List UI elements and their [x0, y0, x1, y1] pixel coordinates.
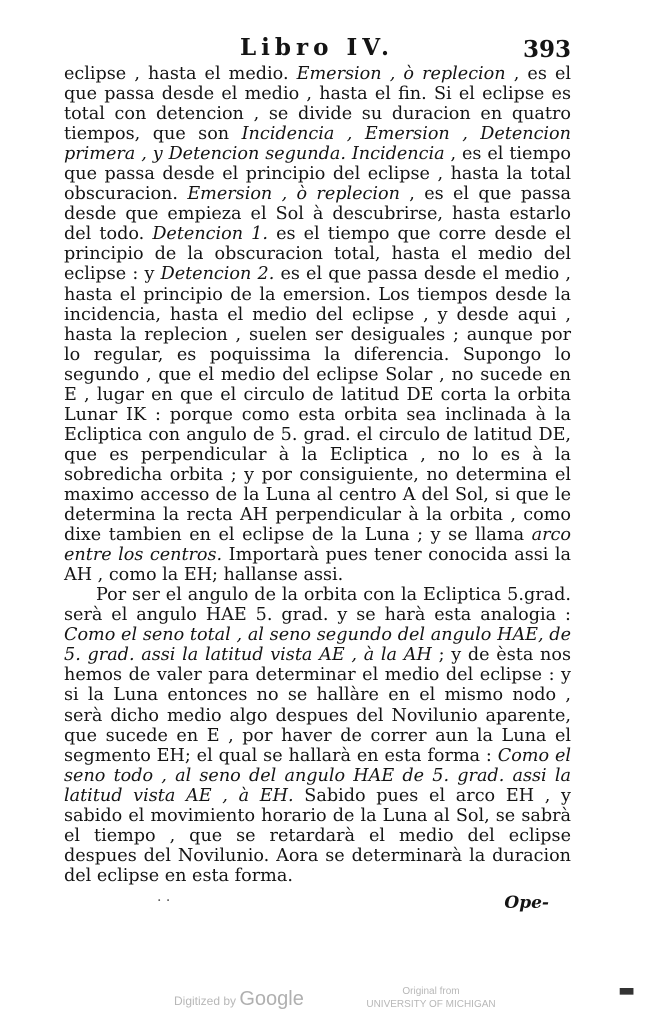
- term-phases: Incidencia , Emersion , Detencion primera , y Detencion segunda. Incidencia: [64, 124, 571, 165]
- page-header: [0, 34, 657, 68]
- analogy-2: Como el seno todo , al seno del angulo HAE de 5. grad. assi la latitud vista AE , à EH.: [64, 745, 572, 806]
- text-run: Por ser el angulo de la orbita con la Ecliptica 5.grad. serà el angulo HAE 5. grad. y se harà esta analogia :: [64, 585, 571, 626]
- original-line-1: Original from: [402, 986, 460, 997]
- body-text: [64, 64, 571, 886]
- term-emersion: Emersion , ò replecion: [296, 64, 506, 84]
- margin-mark: ▬: [617, 980, 635, 1001]
- text-run: , es el que passa desde el medio , hasta el fin. Si el eclipse es total con detencion , se divide su duracion en quatro tiempos, que son: [64, 64, 571, 145]
- original-line-2: UNIVERSITY OF MICHIGAN: [366, 999, 496, 1010]
- ink-dots: · ·: [157, 893, 171, 909]
- text-run: , es el que passa desde que empieza el Sol à descubrirse, hasta estarlo del todo.: [64, 184, 572, 245]
- analogy-1: Como el seno total , al seno segundo del angulo HAE, de 5. grad. assi la latitud vista AE , à la AH: [64, 625, 571, 666]
- term-detencion-2: Detencion 2.: [160, 264, 275, 285]
- page-number: 393: [522, 36, 571, 63]
- text-run: es el tiempo que corre desde el principio de la obscuracion total, hasta el medio del eclipse : y: [64, 224, 571, 285]
- paragraph-2: [64, 585, 571, 886]
- original-source: [356, 985, 506, 1011]
- text-run: eclipse , hasta el medio.: [64, 64, 297, 84]
- google-logo: Google: [239, 988, 304, 1010]
- text-run: Importarà pues tener conocida assi la AH , como la EH; hallanse assi.: [64, 545, 571, 586]
- term-detencion-1: Detencion 1.: [152, 224, 268, 245]
- text-run: , es el tiempo que passa desde el principio del eclipse , hasta la total obscuracion.: [64, 144, 571, 205]
- catchword: Ope-: [504, 893, 549, 913]
- digitized-watermark: [174, 988, 304, 1011]
- term-emersion-2: Emersion , ò replecion: [187, 184, 400, 205]
- term-arco: arco entre los centros.: [64, 525, 571, 566]
- running-title: Libro IV.: [240, 34, 395, 61]
- text-run: es el que passa desde el medio , hasta el principio de la emersion. Los tiempos desde la incidencia, hasta el medio del eclipse , y desde aqui , hasta la replecion , suelen ser desiguales ; aunque por lo regular, es poquissima la diferencia. Supongo lo segundo , que el medio del eclipse Solar , no sucede en E , lugar en que el circulo de latitud DE corta la orbita Lunar IK : porque como esta orbita sea inclinada à la Ecliptica con angulo de 5. grad. el circulo de latitud DE, que es perpendicular à la Ecliptica , no lo es à la sobredicha orbita ; y por consiguiente, no determina el maximo accesso de la Luna al centro A del Sol, si que le determina la recta AH perpendicular à la orbita , como dixe tambien en el eclipse de la Luna ; y se llama: [64, 264, 571, 546]
- digitized-prefix: Digitized by: [174, 994, 237, 1008]
- text-run: ; y de èsta nos hemos de valer para determinar el medio del eclipse : y si la Luna entonces no se hallàre en el mismo nodo , serà dicho medio algo despues del Novilunio aparente, que sucede en E , por haver de correr aun la Luna el segmento EH; el qual se hallarà en esta forma :: [64, 645, 571, 766]
- paragraph-1: [64, 64, 571, 585]
- text-run: Sabido pues el arco EH , y sabido el movimiento horario de la Luna al Sol, se sabrà el tiempo , que se retardarà el medio del eclipse despues del Novilunio. Aora se determinarà la duracion del eclipse en esta forma.: [64, 785, 571, 886]
